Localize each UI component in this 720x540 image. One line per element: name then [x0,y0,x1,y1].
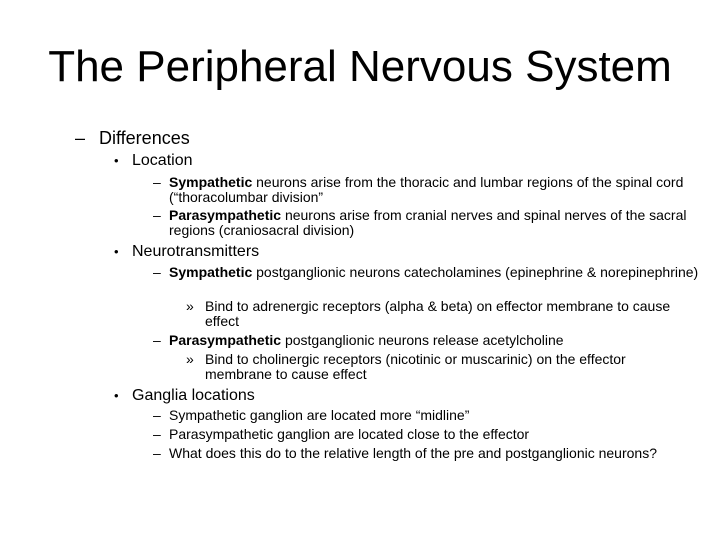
subbullet-text: What does this do to the relative length of the pre and postganglionic neurons? [169,445,657,461]
dash-marker: – [75,128,86,148]
subbullet-question [153,446,699,461]
chevron-marker: » [186,298,194,314]
subsubbullet-adrenergic [186,299,685,329]
subsubbullet-cholinergic [186,352,685,382]
subbullet-parasympathetic-neurotransmitter [153,333,699,348]
subbullet-sympathetic-ganglion [153,408,699,423]
dash-marker: – [153,207,161,223]
subbullet-text [169,333,699,348]
term-description: neurons arise from the thoracic and lumbar regions of the spinal cord (“thoracolumbar division” [169,174,684,205]
subsubbullet-text: Bind to cholinergic receptors (nicotinic or muscarinic) on the effector membrane to cause effect [205,351,626,382]
dash-marker: – [153,407,161,423]
term-bold: Sympathetic [169,174,253,190]
bullet-heading: Ganglia locations [132,387,255,404]
dash-marker: – [153,332,161,348]
bullet-location [114,151,193,170]
slide-title: The Peripheral Nervous System [48,42,672,91]
term-bold: Parasympathetic [169,332,282,348]
term-description: postganglionic neurons catecholamines (epinephrine & norepinephrine) [252,264,699,280]
subbullet-sympathetic-neurotransmitter [153,265,699,280]
term-bold: Parasympathetic [169,207,282,223]
bullet-heading: Neurotransmitters [132,243,260,260]
subbullet-text [169,175,699,205]
bullet-marker: • [114,244,119,259]
dash-marker: – [153,445,161,461]
bullet-text: Differences [99,128,190,148]
term-description: postganglionic neurons release acetylcholine [281,332,564,348]
subbullet-parasympathetic-location [153,208,699,238]
term-description: neurons arise from cranial nerves and spinal nerves of the sacral regions (craniosacral division) [169,207,687,238]
bullet-ganglia-locations [114,386,255,405]
bullet-heading: Location [132,152,193,169]
subbullet-sympathetic-location [153,175,699,205]
chevron-marker: » [186,351,194,367]
subbullet-text: Sympathetic ganglion are located more “midline” [169,407,470,423]
subbullet-parasympathetic-ganglion [153,427,699,442]
dash-marker: – [153,264,161,280]
term-bold: Sympathetic [169,264,253,280]
subbullet-text: Parasympathetic ganglion are located close to the effector [169,426,530,442]
subbullet-text [169,265,699,280]
dash-marker: – [153,426,161,442]
dash-marker: – [153,174,161,190]
bullet-marker: • [114,388,119,403]
subbullet-text [169,208,699,238]
bullet-marker: • [114,153,119,168]
bullet-neurotransmitters [114,242,259,261]
subsubbullet-text: Bind to adrenergic receptors (alpha & beta) on effector membrane to cause effect [205,298,671,329]
bullet-differences [75,128,190,149]
